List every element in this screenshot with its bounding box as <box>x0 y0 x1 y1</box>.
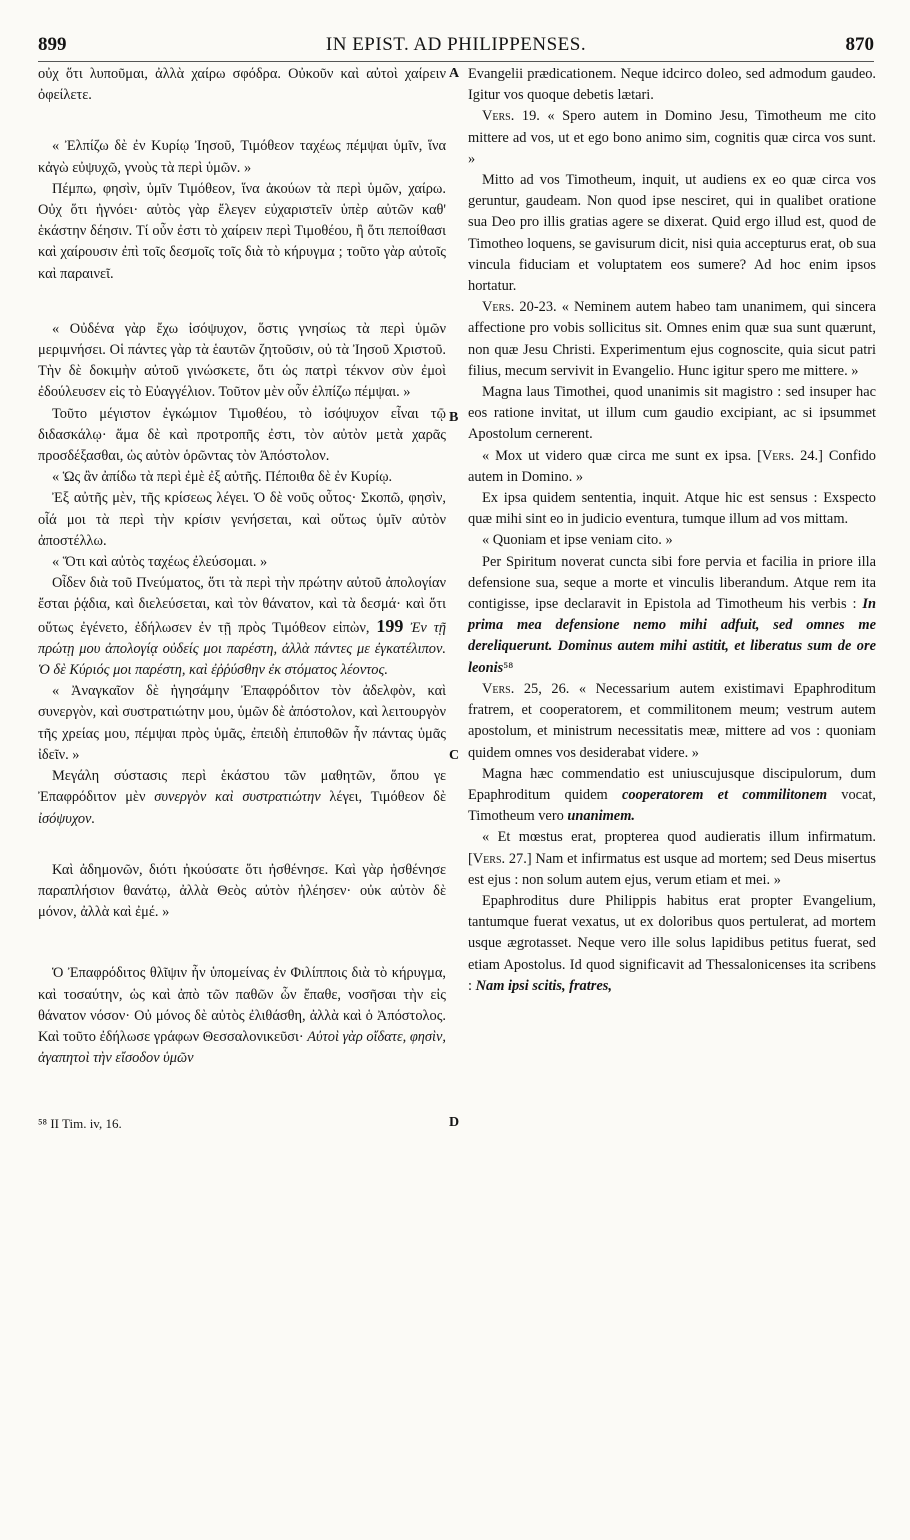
greek-text: Μεγάλη σύστασις περὶ ἑκάστου τῶν μαθητῶν, ὅπου γε Ἐπαφρόδιτον μὲν <box>38 768 446 806</box>
latin-column <box>468 64 876 997</box>
greek-text: Οἶδεν διὰ τοῦ Πνεύματος, ὅτι τὰ περὶ τὴν πρώτην αὐτοῦ ἀπολογίαν ἔσται ῥᾴδια, καὶ διελεύσεται, καὶ τὸν θάνατον, καὶ τὰ δεσμά· καὶ ὅτι οὕτως ἐγένετο, ἐδήλωσεν ἐν τῇ πρὸς Τιμόθεον εἰπὼν, <box>38 575 446 636</box>
latin-paragraph <box>468 552 876 679</box>
latin-paragraph <box>468 891 876 997</box>
greek-emphasis: συνεργὸν καὶ συστρατιώτην <box>154 789 321 806</box>
latin-scripture-quote <box>468 106 876 170</box>
section-marker-b: B <box>449 410 459 425</box>
greek-paragraph: οὐχ ὅτι λυποῦμαι, ἀλλὰ χαίρω σφόδρα. Οὐκοῦν καὶ αὐτοὶ χαίρειν ὀφείλετε. <box>38 66 446 104</box>
latin-text: « Spero autem in Domino Jesu, Timotheum me cito mittere ad vos, ut et ego bono animo sim, cognitis quæ circa vos sunt. » <box>468 108 877 167</box>
greek-paragraph <box>38 573 446 681</box>
greek-paragraph: Πέμπω, φησὶν, ὑμῖν Τιμόθεον, ἵνα ἀκούων τὰ περὶ ὑμῶν, χαίρω. Οὐχ ὅτι ἠγνόει· αὐτὸς γὰρ ἔλεγεν εὐχαριστεῖν ὑπὲρ αὐτῶν καθ' ἑκάστην δέησιν. Τί οὖν ἐστι τὸ χαίρειν περὶ Τιμοθέου, ἢ ὅτι πεποίθασι καὶ χαίρουσιν ἐπὶ τοῖς δεσμοῖς τοῖς διὰ τὸ κήρυγμα ; τοῦτο γὰρ αὐτοῖς καὶ παραινεῖ. <box>38 180 446 282</box>
page-header <box>38 34 874 58</box>
left-page-number: 899 <box>38 34 67 55</box>
running-title: IN EPIST. AD PHILIPPENSES. <box>325 34 587 55</box>
latin-emphasis: cooperatorem et commilitonem <box>621 786 828 803</box>
column-number: 199 <box>376 615 404 636</box>
greek-text: Ὁ Ἐπαφρόδιτος θλῖψιν ἦν ὑπομείνας ἐν Φιλίπποις διὰ τὸ κήρυγμα, καὶ τοσαύτην, ὡς καὶ ἀπὸ τῶν παθῶν ὧν ἔπαθε, νοσῆσαι τὴν εἰς θάνατον νόσον· Οὐ μόνος δὲ αὐτὸς ἐλιθάσθη, ἀλλὰ καὶ ὁ Ἀπόστολος. Καὶ τοῦτο ἐδήλωσε γράφων Θεσσαλονικεῦσι· <box>38 965 446 1045</box>
latin-emphasis: unanimem. <box>567 808 635 825</box>
latin-text: « Mox ut videro quæ circa me sunt ex ipsa. <box>482 447 758 464</box>
greek-paragraph <box>38 963 446 1069</box>
greek-emphasis: ἰσόψυχον. <box>38 810 96 827</box>
greek-paragraph: Τοῦτο μέγιστον ἐγκώμιον Τιμοθέου, τὸ ἰσόψυχον εἶναι τῷ διδασκάλῳ· ἅμα δὲ καὶ προτροπῆς ἐστι, τὸν αὐτὸν μετὰ χαρᾶς προσδέξασθαι, ὡς αὐτὸν ὁρῶντας τὸν Ἀπόστολον. <box>38 405 446 465</box>
footnote: ⁵⁸ II Tim. iv, 16. <box>38 1116 122 1132</box>
verse-reference: [Vers. 24.] <box>757 447 823 464</box>
footnote-reference: ⁵⁸ <box>503 659 514 676</box>
greek-scripture-quote: « Ἐλπίζω δὲ ἐν Κυρίῳ Ἰησοῦ, Τιμόθεον ταχέως πέμψαι ὑμῖν, ἵνα κἀγὼ εὐψυχῶ, γνοὺς τὰ περὶ ὑμῶν. » <box>38 138 446 176</box>
latin-paragraph: Mitto ad vos Timotheum, inquit, ut audiens ex eo quæ circa vos geruntur, gaudeam. Non quod ipse nesciret, qui in qualibet oratione sua Deo pro illis gratias agere se dixerat. Quid ergo illud est, quod de Timotheo loquens, se gavisurum dicit, nisi quia accepturus erat, ob sua vincula fiduciam et voluptatem eos sumere? Ad hoc enim ipsos hortatur. <box>468 172 876 295</box>
latin-text: vocat, Timotheum vero <box>468 786 877 825</box>
latin-scripture-quote <box>468 679 876 764</box>
latin-scripture-quote <box>468 297 876 382</box>
verse-reference: Vers. 20-23. <box>482 299 557 316</box>
latin-paragraph: Evangelii prædicationem. Neque idcirco doleo, sed admodum gaudeo. Igitur vos quoque debetis lætari. <box>468 66 876 104</box>
latin-text: « Et mœstus erat, propterea quod audieratis illum infirmatum. <box>482 829 876 846</box>
latin-paragraph: Magna laus Timothei, quod unanimis sit magistro : sed insuper hac eos ratione invitat, ut illum cum gaudio excipiant, ac si ipsummet Apostolum cernerent. <box>468 384 876 443</box>
latin-text: Nam et infirmatus est usque ad mortem; sed Deus misertus est ejus : non solum autem ejus, verum etiam et mei. » <box>468 850 876 888</box>
greek-scripture-quote: « Οὐδένα γὰρ ἔχω ἰσόψυχον, ὅστις γνησίως τὰ περὶ ὑμῶν μεριμνήσει. Οἱ πάντες γὰρ τὰ ἑαυτῶν ζητοῦσιν, οὐ τὰ Ἰησοῦ Χριστοῦ. Τὴν δὲ δοκιμὴν αὐτοῦ γινώσκετε, ὅτι ὡς πατρὶ τέκνον σὺν ἐμοὶ ἐδούλευσεν εἰς τὸ Εὐαγγέλιον. Τοῦτον μὲν οὖν ἐλπίζω πέμψαι. » <box>38 320 446 401</box>
latin-paragraph: Ex ipsa quidem sententia, inquit. Atque hic est sensus : Exspecto quæ mihi sint eo in judicio eventura, tumque illum ad vos mittam. <box>468 490 876 528</box>
latin-scripture-quote: « Quoniam et ipse veniam cito. » <box>482 532 673 549</box>
greek-scripture-quote: « Ὅτι καὶ αὐτὸς ταχέως ἐλεύσομαι. » <box>52 554 268 571</box>
greek-scripture-quote: « Ἀναγκαῖον δὲ ἡγησάμην Ἐπαφρόδιτον τὸν ἀδελφὸν, καὶ συνεργὸν, καὶ συστρατιώτην μου, ὑμῶν δὲ ἀπόστολον, καὶ λειτουργὸν τῆς χρείας μου, πέμψαι πρὸς ὑμᾶς, ἐπειδὴ ἐπιποθῶν ἦν πάντας ὑμᾶς ἰδεῖν. » <box>38 683 446 763</box>
latin-text: Per Spiritum noverat cuncta sibi fore pervia et facilia in priore illa defensione sua, seque a morte et vinculis liberandum. Atque rem ita contigisse, ipse declaravit in Epistola ad Timotheum his verbis : <box>468 553 876 613</box>
latin-citation: Nam ipsi scitis, fratres, <box>475 977 612 994</box>
section-marker-c: C <box>449 748 460 763</box>
greek-paragraph: Ἐξ αὐτῆς μὲν, τῆς κρίσεως λέγει. Ὁ δὲ νοῦς οὗτος· Σκοπῶ, φησὶν, οἷά μοι τὰ περὶ τὴν κρίσιν γενήσεται, καὶ οὕτως ὑμῖν αὐτὸν ἀποστέλλω. <box>38 490 446 549</box>
verse-reference: Vers. 25, 26. <box>482 680 570 697</box>
greek-column <box>38 64 446 1135</box>
latin-text: « Neminem autem habeo tam unanimem, qui sincera affectione pro vobis sollicitus sit. Omnes enim quæ sua sunt quærunt, non quæ Jesu Christi. Experimentum ejus cognoscite, quia sicut patri filius, mecum servivit in Evangelio. Hunc igitur spero me mittere. » <box>468 299 876 379</box>
greek-scripture-quote: « Ὡς ἂν ἀπίδω τὰ περὶ ἐμὲ ἐξ αὐτῆς. Πέποιθα δὲ ἐν Κυρίῳ. <box>52 469 393 486</box>
greek-paragraph <box>38 766 446 830</box>
right-page-number: 870 <box>845 34 874 55</box>
latin-text: « Necessarium autem existimavi Epaphroditum fratrem, et cooperatorem, et commilitonem meum; vestrum autem apostolum, et ministrum necessitatis meæ, mittere ad vos : quoniam quidem omnes vos desiderabat videre. » <box>468 680 876 761</box>
verse-reference: Vers. 19. <box>482 108 540 125</box>
latin-text: Epaphroditus dure Philippis habitus erat propter Evangelium, tantumque fuerat vexatus, ut ex doloribus quos pertulerat, ad mortem usque ægrotasset. Neque vero ille solus lapidibus petitus fuerat, sed etiam Apostolus. Id quod significavit ad Thessalonicenses ita scribens : <box>468 892 876 994</box>
latin-scripture-quote <box>468 446 876 488</box>
latin-text: Magna hæc commendatio est uniuscujusque discipulorum, dum Epaphroditum quidem <box>468 765 876 803</box>
section-marker-d: D <box>449 1115 460 1130</box>
latin-text: Confido autem in Domino. » <box>468 447 876 485</box>
latin-paragraph <box>468 764 876 828</box>
greek-scripture-quote: Καὶ ἀδημονῶν, διότι ἠκούσατε ὅτι ἠσθένησε. Καὶ γὰρ ἠσθένησε παραπλήσιον θανάτῳ, ἀλλὰ Θεὸς αὐτὸν ἠλέησεν· οὐκ αὐτὸν δὲ μόνον, ἀλλὰ καὶ ἐμέ. » <box>38 861 446 921</box>
verse-reference: [Vers. 27.] <box>468 850 532 867</box>
greek-citation: Αὐτοὶ γὰρ οἴδατε, φησὶν, ἀγαπητοὶ τὴν εἴσοδον ὑμῶν <box>38 1028 447 1067</box>
greek-text: λέγει, Τιμόθεον δὲ <box>320 789 446 806</box>
section-marker-a: A <box>449 66 460 81</box>
header-rule <box>38 61 874 62</box>
greek-citation: Ἐν τῇ πρώτῃ μου ἀπολογίᾳ οὐδείς μοι παρέστη, ἀλλὰ πάντες με ἐγκατέλιπον. Ὁ δὲ Κύριός μοι παρέστη, καὶ ἐῤῥύσθην ἐκ στόματος λέοντος. <box>38 619 446 679</box>
latin-citation: In prima mea defensione nemo mihi adfuit, sed omnes me dereliquerunt. Dominus autem mihi astitit, et liberatus sum de ore leonis <box>468 596 876 676</box>
latin-scripture-quote <box>468 827 876 891</box>
